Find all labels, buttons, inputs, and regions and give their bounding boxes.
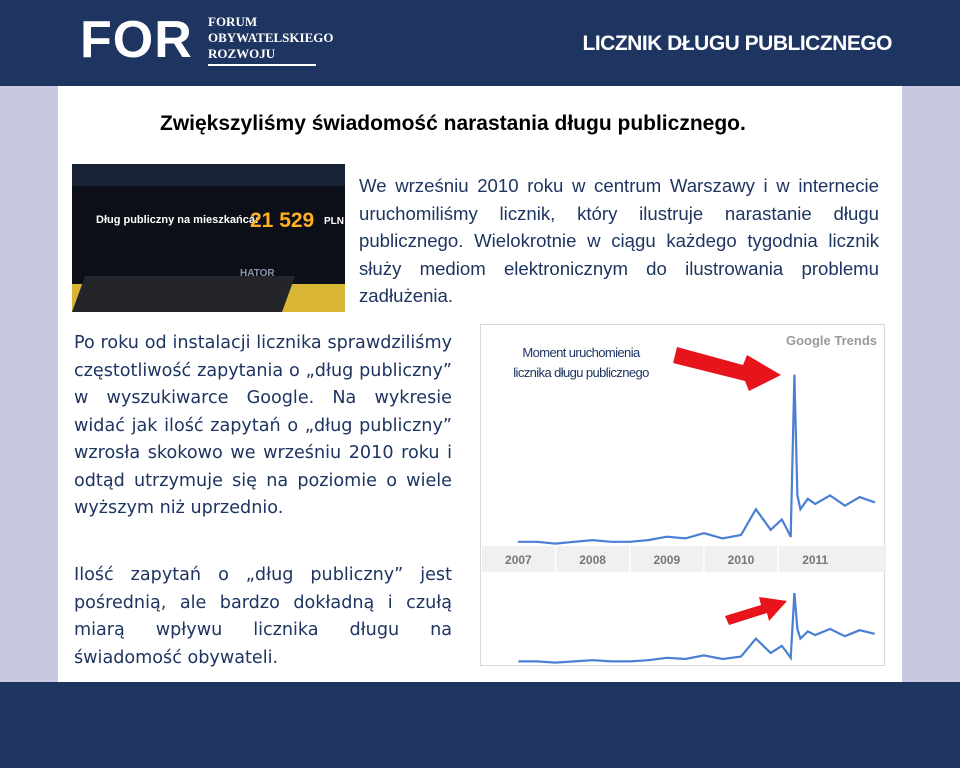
upper-plot <box>518 374 876 544</box>
paragraph-left-1: Po roku od instalacji licznika sprawdziliśmy częstotliwość zapytania o „dług publiczny” w wyszukiwarce Google. Na wykresie widać jak ilość zapytań o „dług publiczny” wzrosła skokowo we wrześniu 2010 roku i odtąd utrzymuje się na poziomie o wiele wyższym niż uprzednio. <box>74 333 452 518</box>
upper-series-point <box>794 374 796 376</box>
photo-sign: HATOR <box>240 268 275 279</box>
upper-series-point <box>592 539 594 541</box>
upper-series-point <box>800 508 802 510</box>
photo-dark-shape <box>72 276 295 312</box>
slide-title: Zwiększyliśmy świadomość narastania długu publicznego. <box>160 112 746 135</box>
upper-series-point <box>722 538 724 540</box>
lower-plot <box>518 593 874 663</box>
upper-series-line <box>518 375 874 544</box>
chart-annotation-line-1: Moment uruchomienia <box>522 345 640 360</box>
chart-title: Google Trends <box>785 333 877 348</box>
upper-series-point <box>755 508 757 510</box>
logo-wordmark[interactable]: FOR <box>80 11 193 69</box>
upper-series-point <box>844 505 846 507</box>
upper-series-point <box>814 503 816 505</box>
arrows <box>673 347 787 625</box>
chart-annotation-line-2: licznika długu publicznego <box>513 365 649 380</box>
logo-underline <box>208 64 316 66</box>
header-band-right <box>902 0 960 86</box>
upper-series-point <box>807 498 809 500</box>
logo-subtitle <box>208 14 333 62</box>
trends-chart-svg <box>481 325 886 667</box>
header-band-left <box>0 0 58 86</box>
photo-frame-top <box>72 164 345 186</box>
upper-series-point <box>555 543 557 545</box>
photo-counter-unit: PLN <box>324 216 344 227</box>
axis-tick-label-2008: 2008 <box>579 553 606 567</box>
upper-series-point <box>785 526 787 528</box>
logo-line-2: OBYWATELSKIEGO <box>208 30 334 45</box>
photo-counter-label: Dług publiczny na mieszkańca: <box>96 214 259 226</box>
upper-series-point <box>770 529 772 531</box>
upper-series-point <box>781 519 783 521</box>
paragraph-left-2: Ilość zapytań o „dług publiczny” jest pośrednią, ale bardzo dokładną i czułą miarą wpływu licznika długu na świadomość obywateli. <box>74 565 452 668</box>
counter-photo <box>72 164 345 312</box>
logo-line-3: ROZWOJU <box>208 46 276 61</box>
upper-series-point <box>666 536 668 538</box>
upper-series-point <box>518 541 520 543</box>
upper-series-point <box>790 536 792 538</box>
upper-series-point <box>874 501 876 503</box>
upper-series-point <box>647 539 649 541</box>
upper-series-point <box>685 538 687 540</box>
upper-series-point <box>573 541 575 543</box>
upper-series-point <box>536 541 538 543</box>
axis-tick-label-2010: 2010 <box>727 553 755 567</box>
logo-line-1: FORUM <box>208 14 258 29</box>
paragraph-right: We wrześniu 2010 roku w centrum Warszawy i w internecie uruchomiliśmy licznik, który ilustruje narastanie długu publicznego. Wielokrotnie w ciągu każdego tygodnia licznik służy mediom elektronicznym do ilustrowania problemu zadłużenia. <box>359 175 879 306</box>
upper-series-point <box>629 541 631 543</box>
footer-bar <box>0 682 960 768</box>
lower-series-line <box>518 593 874 663</box>
photo-counter-value: 21 529 <box>250 209 315 232</box>
upper-series-point <box>703 532 705 534</box>
upper-series-point <box>829 495 831 497</box>
arrow-upper-icon <box>673 347 781 391</box>
upper-series-point <box>859 496 861 498</box>
upper-series-point <box>740 534 742 536</box>
upper-series-point <box>797 495 799 497</box>
axis-tick-label-2009: 2009 <box>653 553 681 567</box>
arrow-lower-icon <box>725 597 787 625</box>
upper-series-point <box>610 541 612 543</box>
trends-chart <box>480 324 885 666</box>
header-title: LICZNIK DŁUGU PUBLICZNEGO <box>582 32 892 55</box>
axis-tick-label-2007: 2007 <box>505 553 532 567</box>
axis-tick-label-2011: 2011 <box>802 553 829 567</box>
